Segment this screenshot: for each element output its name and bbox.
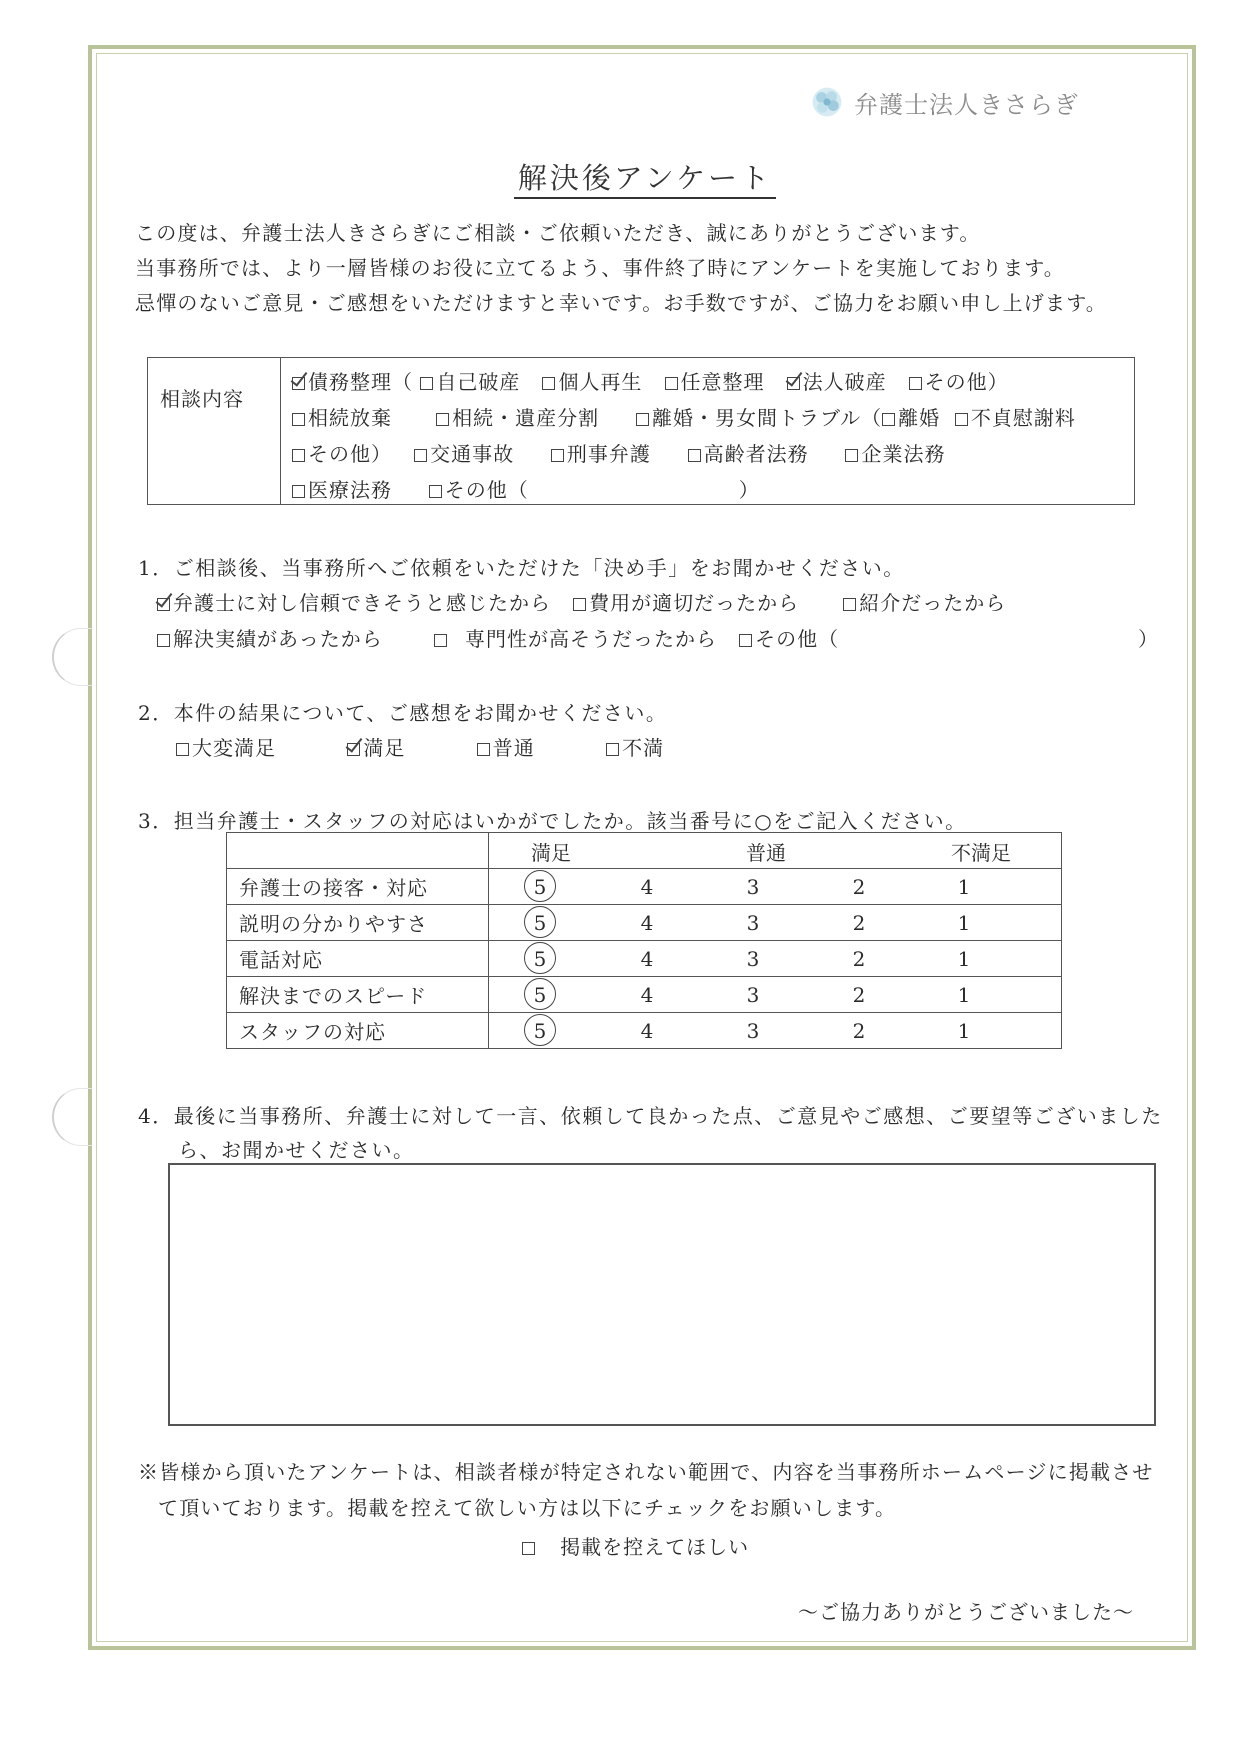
checkbox-other[interactable] [429, 485, 442, 498]
flower-logo-icon [808, 84, 846, 120]
checkbox-opt-out[interactable] [522, 1542, 535, 1555]
rating-scale[interactable] [489, 869, 1061, 904]
checkbox-civil-rehab[interactable] [542, 377, 555, 390]
checkbox-q2-very-satisfied[interactable] [176, 743, 189, 756]
checkbox-q2-satisfied[interactable] [347, 743, 360, 756]
rating-scale[interactable] [489, 905, 1061, 940]
rating-value[interactable]: 5 [533, 1019, 547, 1043]
punch-hole [52, 628, 92, 686]
rating-value[interactable]: 4 [640, 875, 654, 899]
checkbox-q2-dissatisfied[interactable] [606, 743, 619, 756]
q1-row-2: 解決実績があったから 専門性が高そうだったから その他（ [157, 623, 839, 652]
rating-value[interactable]: 1 [957, 911, 971, 935]
rating-row [227, 941, 1062, 977]
consult-row-4: 医療法務 その他（ ） [292, 474, 760, 503]
checkbox-medical[interactable] [292, 485, 305, 498]
rating-row-label: 弁護士の接客・対応 [227, 869, 489, 905]
consult-divider [280, 358, 281, 504]
rating-scale[interactable] [489, 941, 1061, 976]
rating-value[interactable]: 5 [533, 875, 547, 899]
rating-value[interactable]: 5 [533, 911, 547, 935]
rating-value[interactable]: 3 [746, 983, 760, 1007]
opt-out-option: 掲載を控えてほしい [522, 1531, 749, 1560]
checkbox-voluntary[interactable] [665, 377, 678, 390]
checkbox-corp-bankruptcy[interactable] [787, 377, 800, 390]
checkbox-elderly[interactable] [688, 449, 701, 462]
checkbox-divorce[interactable] [882, 413, 895, 426]
checkbox-q1-referral[interactable] [843, 598, 856, 611]
thanks-text: ～ご協力ありがとうございました～ [798, 1600, 1134, 1624]
rating-value[interactable]: 4 [640, 983, 654, 1007]
rating-value[interactable]: 3 [746, 947, 760, 971]
checkbox-bankruptcy[interactable] [420, 377, 433, 390]
rating-row [227, 869, 1062, 905]
q4-question-line2: ら、お聞かせください。 [178, 1138, 415, 1162]
rating-row [227, 905, 1062, 941]
intro-line: 当事務所では、より一層皆様のお役に立てるよう、事件終了時にアンケートを実施しております。 [135, 256, 1065, 280]
rating-row [227, 1013, 1062, 1049]
rating-value[interactable]: 2 [852, 947, 866, 971]
rating-scale[interactable] [489, 1013, 1061, 1048]
footer-note-line1: ※皆様から頂いたアンケートは、相談者様が特定されない範囲で、内容を当事務所ホームページに掲載させ [138, 1460, 1154, 1484]
rating-row-label: 解決までのスピード [227, 977, 489, 1013]
rating-value[interactable]: 5 [533, 983, 547, 1007]
page-title: 解決後アンケート [0, 156, 1240, 197]
footer-note-line2: て頂いております。掲載を控えて欲しい方は以下にチェックをお願いします。 [158, 1496, 897, 1520]
consult-row-3: その他） 交通事故 刑事弁護 高齢者法務 企業法務 [292, 438, 945, 467]
checkbox-q1-expertise[interactable] [434, 634, 447, 647]
checkbox-criminal[interactable] [551, 449, 564, 462]
rating-row-label: スタッフの対応 [227, 1013, 489, 1049]
rating-value[interactable]: 2 [852, 1019, 866, 1043]
checkbox-q1-record[interactable] [157, 634, 170, 647]
rating-value[interactable]: 3 [746, 911, 760, 935]
intro-line: この度は、弁護士法人きさらぎにご相談・ご依頼いただき、誠にありがとうございます。 [135, 221, 981, 245]
checkbox-infidelity[interactable] [955, 413, 968, 426]
firm-name: 弁護士法人きさらぎ [854, 90, 1079, 119]
q2-question: 2．本件の結果について、ご感想をお聞かせください。 [138, 701, 668, 725]
q1-question: 1．ご相談後、当事務所へご依頼をいただけた「決め手」をお聞かせください。 [138, 556, 905, 580]
checkbox-q1-other[interactable] [739, 634, 752, 647]
checkbox-corporate[interactable] [845, 449, 858, 462]
checkbox-divorce-other[interactable] [292, 449, 305, 462]
rating-value[interactable]: 2 [852, 875, 866, 899]
rating-value[interactable]: 1 [957, 947, 971, 971]
scale-high-label: 満足 [531, 841, 571, 865]
scale-low-label: 不満足 [951, 841, 1011, 865]
consult-row-2: 相続放棄 相続・遺産分割 離婚・男女間トラブル（ 離婚 不貞慰謝料 [292, 402, 1076, 431]
rating-value[interactable]: 4 [640, 1019, 654, 1043]
selected-circle-mark [524, 942, 556, 974]
q3-question: 3．担当弁護士・スタッフの対応はいかがでしたか。該当番号に○をご記入ください。 [138, 809, 967, 833]
rating-table [226, 832, 1062, 1049]
rating-header-row [227, 833, 1062, 869]
selected-circle-mark [524, 1014, 556, 1046]
rating-value[interactable]: 2 [852, 911, 866, 935]
rating-value[interactable]: 4 [640, 911, 654, 935]
scale-mid-label: 普通 [746, 841, 786, 865]
rating-scale[interactable] [489, 977, 1061, 1012]
q4-question-line1: 4．最後に当事務所、弁護士に対して一言、依頼して良かった点、ご意見やご感想、ご要望等ございました [138, 1104, 1163, 1128]
rating-row [227, 977, 1062, 1013]
selected-circle-mark [524, 978, 556, 1010]
consult-row-1: 債務整理（ 自己破産 個人再生 任意整理 法人破産 その他） [292, 366, 1009, 395]
consult-table [147, 357, 1135, 505]
q1-row-1: 弁護士に対し信頼できそうと感じたから 費用が適切だったから 紹介だったから [157, 587, 1006, 616]
selected-circle-mark [524, 870, 556, 902]
checkbox-debt[interactable] [292, 377, 305, 390]
rating-value[interactable]: 1 [957, 875, 971, 899]
q1-other-close: ） [1138, 627, 1159, 651]
q2-options: 大変満足 満足 普通 不満 [176, 732, 664, 761]
punch-hole [52, 1088, 92, 1146]
checkbox-debt-other[interactable] [909, 377, 922, 390]
rating-value[interactable]: 4 [640, 947, 654, 971]
rating-value[interactable]: 3 [746, 1019, 760, 1043]
rating-value[interactable]: 3 [746, 875, 760, 899]
firm-logo [808, 84, 1079, 120]
checkbox-divorce-trouble[interactable] [636, 413, 649, 426]
rating-value[interactable]: 2 [852, 983, 866, 1007]
rating-value[interactable]: 1 [957, 983, 971, 1007]
rating-row-label: 電話対応 [227, 941, 489, 977]
checkbox-inheritance[interactable] [436, 413, 449, 426]
comment-box[interactable] [168, 1163, 1156, 1426]
rating-row-label: 説明の分かりやすさ [227, 905, 489, 941]
checkbox-q2-normal[interactable] [477, 743, 490, 756]
rating-value[interactable]: 1 [957, 1019, 971, 1043]
checkbox-q1-trust[interactable] [157, 598, 170, 611]
selected-circle-mark [524, 906, 556, 938]
checkbox-traffic[interactable] [414, 449, 427, 462]
rating-value[interactable]: 5 [533, 947, 547, 971]
intro-line: 忌憚のないご意見・ご感想をいただけますと幸いです。お手数ですが、ご協力をお願い申し上げます。 [135, 291, 1107, 315]
checkbox-renounce[interactable] [292, 413, 305, 426]
checkbox-q1-fee[interactable] [573, 598, 586, 611]
consult-label: 相談内容 [160, 387, 244, 411]
